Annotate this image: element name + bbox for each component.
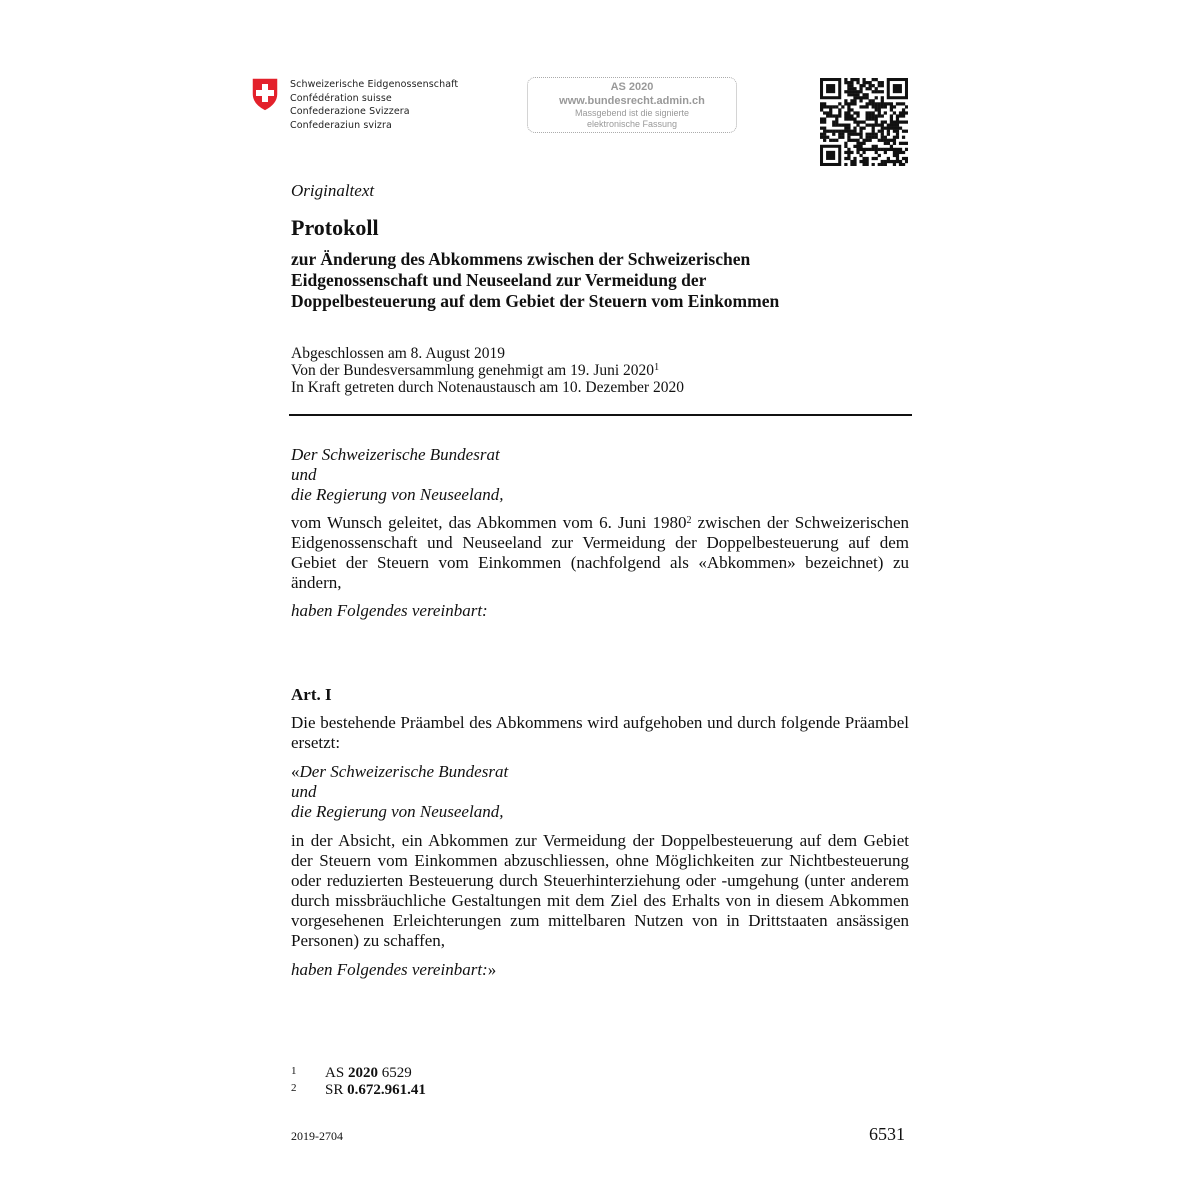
document-subtitle <box>291 249 911 312</box>
quoted-closing-text: haben Folgendes vereinbart: <box>291 960 488 979</box>
stamp-line1: AS 2020 <box>610 81 654 93</box>
article-heading: Art. I <box>291 685 332 704</box>
quoted-party2: die Regierung von Neuseeland, <box>291 802 504 821</box>
footnote-prefix: SR <box>325 1082 348 1098</box>
document-title: Protokoll <box>291 215 379 240</box>
footnote-number: 2 <box>291 1082 297 1094</box>
government-names <box>290 78 458 132</box>
stamp-line3: Massgebend ist die signierte <box>574 108 690 118</box>
swiss-crest-icon <box>250 76 280 112</box>
preamble-text-end: zwischen der Schweizerischen Eidgenossenschaft und Neuseeland zur Vermeidung der Doppelbesteuerung auf dem Gebiet der Steuern vom Einkommen (nachfolgend als «Abkommen» bezeichnet) zu ändern, <box>291 513 910 592</box>
footnote-bold: 2020 <box>347 1065 378 1081</box>
document-dates <box>291 345 684 396</box>
gov-name-de: Schweizerische Eidgenossenschaft <box>290 79 459 90</box>
date-approved-text: Von der Bundesversammlung genehmigt am 19. Juni 2020 <box>291 362 655 379</box>
document-label: Originaltext <box>291 181 375 200</box>
footnote-suffix: 6529 <box>377 1065 412 1081</box>
gov-name-it: Confederazione Svizzera <box>290 106 410 117</box>
date-concluded: Abgeschlossen am 8. August 2019 <box>291 345 505 362</box>
footnote-2 <box>291 1080 426 1099</box>
official-stamp <box>527 77 737 133</box>
footnote-number: 1 <box>291 1065 297 1077</box>
gov-name-fr: Confédération suisse <box>290 92 392 104</box>
preamble-text-start: vom Wunsch geleitet, das Abkommen vom 6. Juni 1980 <box>291 513 687 532</box>
preamble-and: und <box>291 465 317 484</box>
stamp-line2: www.bundesrecht.admin.ch <box>559 95 705 107</box>
stamp-line4: elektronische Fassung <box>586 119 678 129</box>
subtitle-line: Eidgenossenschaft und Neuseeland zur Vermeidung der <box>291 270 707 290</box>
subtitle-line: zur Änderung des Abkommens zwischen der Schweizerischen <box>291 249 751 269</box>
page-number: 6531 <box>869 1124 905 1144</box>
quote-open: « <box>291 762 300 781</box>
quoted-party1-text: Der Schweizerische Bundesrat <box>299 762 509 781</box>
quoted-party1 <box>291 762 909 782</box>
preamble-text <box>291 513 909 593</box>
preamble-closing: haben Folgendes vereinbart: <box>291 601 488 620</box>
preamble-party1: Der Schweizerische Bundesrat <box>291 445 500 464</box>
quoted-preamble-text: in der Absicht, ein Abkommen zur Vermeidung der Doppelbesteuerung auf dem Gebiet der Steuern vom Einkommen abzuschliessen, ohne Möglichkeiten zur Nichtbesteuerung oder reduzierten Besteuerung durch Steuerhinterziehung oder -umgehung (unter anderem durch missbräuchliche Gestaltungen mit dem Ziel des Erhalts von in diesem Abkommen vorgesehenen Erleichterungen zum mittelbaren Nutzen von in Drittstaaten ansässigen Personen) zu schaffen, <box>291 831 909 950</box>
footnote-prefix: AS <box>325 1065 348 1081</box>
header-divider <box>289 414 912 416</box>
date-approved <box>291 362 684 379</box>
footnote-bold: 0.672.961.41 <box>347 1082 426 1098</box>
footnote-ref: 1 <box>654 362 660 373</box>
document-number: 2019-2704 <box>291 1129 343 1143</box>
preamble-party2: die Regierung von Neuseeland, <box>291 485 504 504</box>
article-intro: Die bestehende Präambel des Abkommens wird aufgehoben und durch folgende Präambel ersetzt: <box>291 713 909 752</box>
quoted-and: und <box>291 782 317 801</box>
date-in-force: In Kraft getreten durch Notenaustausch am 10. Dezember 2020 <box>291 379 684 396</box>
quoted-closing <box>291 960 909 980</box>
quote-close: » <box>487 960 497 979</box>
gov-name-rm: Confederaziun svizra <box>290 119 392 131</box>
qr-code-icon <box>820 78 908 166</box>
footnote-ref: 2 <box>686 515 692 526</box>
subtitle-line: Doppelbesteuerung auf dem Gebiet der Steuern vom Einkommen <box>291 291 780 311</box>
